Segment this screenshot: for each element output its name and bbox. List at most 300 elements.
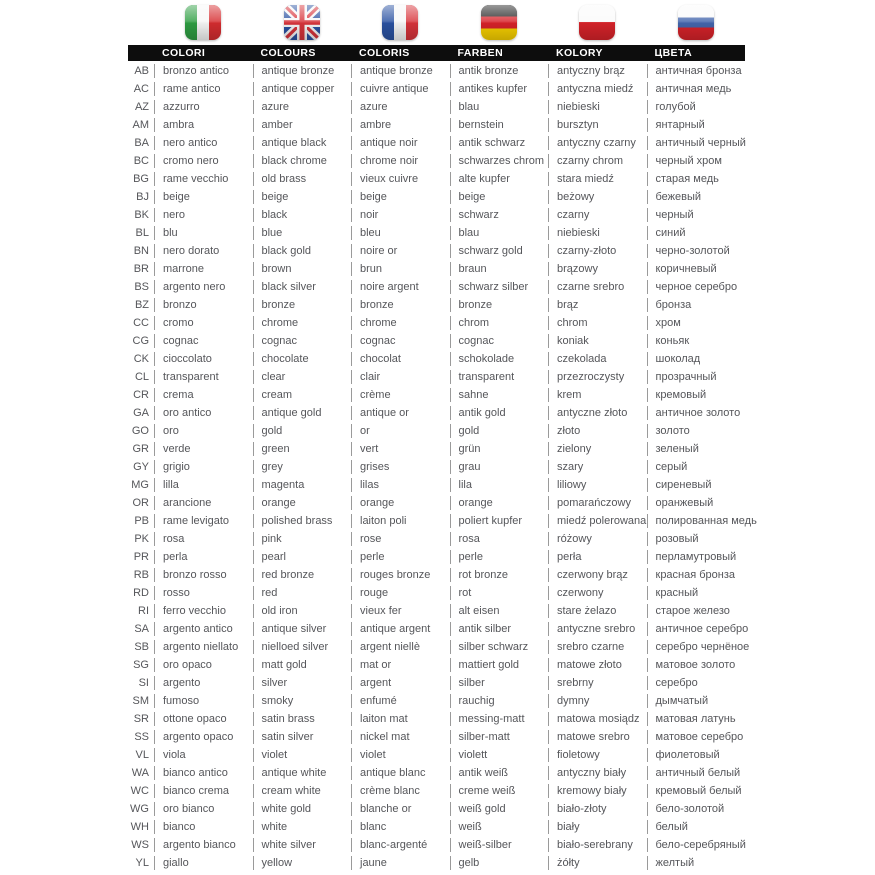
cell-polish: matowe srebro (548, 730, 647, 744)
color-code-cell: BL (135, 227, 149, 239)
cell-polish: brąz (548, 298, 647, 312)
cell-english: silver (253, 676, 352, 690)
cell-russian: черное серебро (647, 280, 746, 294)
table-row (128, 512, 757, 530)
cell-french: azure (351, 100, 450, 114)
cell-polish: czarny (548, 208, 647, 222)
color-code-cell: AC (133, 83, 149, 95)
cell-polish: antyczna miedź (548, 82, 647, 96)
cell-italian: grigio (154, 460, 253, 474)
table-row (128, 638, 750, 656)
color-code-cell: WS (131, 839, 149, 851)
flag-italy-icon (185, 5, 221, 40)
cell-russian: бело-золотой (647, 802, 746, 816)
table-row (128, 224, 745, 242)
cell-russian: шоколад (647, 352, 746, 366)
color-code-cell: CG (132, 335, 149, 347)
table-row (128, 332, 745, 350)
cell-italian: bronzo antico (154, 64, 253, 78)
cell-german: violett (450, 748, 549, 762)
cell-french: chrome (351, 316, 450, 330)
cell-french: crème (351, 388, 450, 402)
cell-german: orange (450, 496, 549, 510)
color-code-cell: CL (134, 371, 149, 383)
cell-english: matt gold (253, 658, 352, 672)
cell-polish: niebieski (548, 226, 647, 240)
cell-german: weiß-silber (450, 838, 549, 852)
cell-russian: старая медь (647, 172, 746, 186)
cell-french: argent niellè (351, 640, 450, 654)
cell-french: beige (351, 190, 450, 204)
cell-russian: античное золото (647, 406, 746, 420)
cell-russian: серый (647, 460, 746, 474)
cell-italian: argento (154, 676, 253, 690)
table-body (128, 62, 757, 872)
cell-english: old brass (253, 172, 352, 186)
cell-english: old iron (253, 604, 352, 618)
cell-english: clear (253, 370, 352, 384)
table-row (128, 260, 745, 278)
table-row (128, 368, 745, 386)
cell-german: bronze (450, 298, 549, 312)
cell-russian: сиреневый (647, 478, 746, 492)
cell-french: mat or (351, 658, 450, 672)
cell-english: yellow (253, 856, 352, 870)
cell-italian: bianco crema (154, 784, 253, 798)
cell-german: silber-matt (450, 730, 549, 744)
cell-english: black gold (253, 244, 352, 258)
table-row (128, 530, 745, 548)
cell-french: chrome noir (351, 154, 450, 168)
color-code-cell: GY (133, 461, 149, 473)
cell-russian: синий (647, 226, 746, 240)
color-code-cell: GO (131, 425, 149, 437)
cell-italian: argento antico (154, 622, 253, 636)
flag-poland-icon (579, 5, 615, 40)
cell-french: ambre (351, 118, 450, 132)
cell-german: weiß (450, 820, 549, 834)
table-row (128, 170, 745, 188)
table-row (128, 440, 745, 458)
color-code-cell: YL (135, 857, 149, 869)
cell-polish: matowe złoto (548, 658, 647, 672)
color-code-cell: GA (133, 407, 149, 419)
cell-italian: cromo (154, 316, 253, 330)
cell-french: antique blanc (351, 766, 450, 780)
color-code-cell: RD (133, 587, 149, 599)
color-code-cell: BG (133, 173, 149, 185)
color-code-cell: BN (133, 245, 149, 257)
cell-german: schwarzes chrom (450, 154, 549, 168)
cell-english: gold (253, 424, 352, 438)
cell-french: antique noir (351, 136, 450, 150)
cell-english: black (253, 208, 352, 222)
color-code-cell: SM (132, 695, 149, 707)
color-code-cell: BJ (136, 191, 149, 203)
table-row (128, 692, 745, 710)
cell-english: chrome (253, 316, 352, 330)
cell-english: magenta (253, 478, 352, 492)
cell-italian: argento bianco (154, 838, 253, 852)
cell-german: braun (450, 262, 549, 276)
cell-french: noire or (351, 244, 450, 258)
cell-french: laiton poli (351, 514, 450, 528)
color-code-cell: BA (134, 137, 149, 149)
cell-russian: прозрачный (647, 370, 746, 384)
table-row (128, 350, 745, 368)
cell-english: grey (253, 460, 352, 474)
cell-italian: marrone (154, 262, 253, 276)
cell-russian: полированная медь (647, 514, 746, 528)
cell-russian: античный белый (647, 766, 746, 780)
cell-german: sahne (450, 388, 549, 402)
cell-german: rosa (450, 532, 549, 546)
color-code-cell: AB (134, 65, 149, 77)
color-code-cell: GR (132, 443, 149, 455)
cell-english: pink (253, 532, 352, 546)
cell-russian: розовый (647, 532, 746, 546)
cell-polish: różowy (548, 532, 647, 546)
cell-english: red (253, 586, 352, 600)
cell-english: bronze (253, 298, 352, 312)
cell-french: nickel mat (351, 730, 450, 744)
cell-polish: chrom (548, 316, 647, 330)
table-row (128, 116, 745, 134)
table-row (128, 206, 745, 224)
cell-german: antikes kupfer (450, 82, 549, 96)
cell-german: rot bronze (450, 568, 549, 582)
cell-english: blue (253, 226, 352, 240)
cell-german: silber (450, 676, 549, 690)
cell-french: blanc (351, 820, 450, 834)
cell-polish: brązowy (548, 262, 647, 276)
cell-english: antique white (253, 766, 352, 780)
cell-french: cuivre antique (351, 82, 450, 96)
cell-english: white silver (253, 838, 352, 852)
cell-english: black silver (253, 280, 352, 294)
cell-polish: biało-serebrany (548, 838, 647, 852)
cell-french: vert (351, 442, 450, 456)
color-code-cell: BR (133, 263, 149, 275)
cell-english: white (253, 820, 352, 834)
flag-united-kingdom-icon (284, 5, 320, 40)
color-code-cell: PK (134, 533, 149, 545)
color-code-cell: WH (130, 821, 149, 833)
cell-polish: żółty (548, 856, 647, 870)
cell-russian: серебро чернёное (647, 640, 746, 654)
cell-polish: srebrny (548, 676, 647, 690)
cell-french: bleu (351, 226, 450, 240)
cell-french: antique or (351, 406, 450, 420)
column-header-italian: COLORI (162, 47, 206, 59)
cell-polish: antyczne złoto (548, 406, 647, 420)
cell-russian: янтарный (647, 118, 746, 132)
cell-french: brun (351, 262, 450, 276)
color-code-cell: SB (134, 641, 149, 653)
cell-italian: giallo (154, 856, 253, 870)
cell-english: white gold (253, 802, 352, 816)
table-row (128, 242, 745, 260)
cell-german: mattiert gold (450, 658, 549, 672)
table-row (128, 386, 745, 404)
color-code-cell: PB (134, 515, 149, 527)
cell-german: grau (450, 460, 549, 474)
color-code-cell: VL (135, 749, 149, 761)
column-header-english: COLOURS (260, 47, 316, 59)
table-row (128, 800, 745, 818)
cell-russian: хром (647, 316, 746, 330)
cell-french: antique bronze (351, 64, 450, 78)
cell-german: blau (450, 100, 549, 114)
cell-polish: biało-złoty (548, 802, 647, 816)
color-code-cell: SS (134, 731, 149, 743)
cell-russian: античная бронза (647, 64, 746, 78)
table-row (128, 656, 745, 674)
table-row (128, 674, 745, 692)
table-row (128, 710, 745, 728)
table-row (128, 584, 745, 602)
cell-english: cream white (253, 784, 352, 798)
color-code-cell: BZ (134, 299, 149, 311)
cell-italian: fumoso (154, 694, 253, 708)
cell-french: noir (351, 208, 450, 222)
cell-german: antik schwarz (450, 136, 549, 150)
cell-english: satin silver (253, 730, 352, 744)
color-code-cell: BK (134, 209, 149, 221)
cell-polish: czarne srebro (548, 280, 647, 294)
cell-german: gold (450, 424, 549, 438)
cell-french: vieux cuivre (351, 172, 450, 186)
cell-russian: черно-золотой (647, 244, 746, 258)
cell-russian: красный (647, 586, 746, 600)
cell-english: cognac (253, 334, 352, 348)
cell-german: antik silber (450, 622, 549, 636)
cell-german: rot (450, 586, 549, 600)
cell-polish: srebro czarne (548, 640, 647, 654)
color-code-cell: OR (132, 497, 149, 509)
cell-english: antique gold (253, 406, 352, 420)
table-row (128, 602, 745, 620)
cell-polish: beżowy (548, 190, 647, 204)
color-code-cell: MG (131, 479, 149, 491)
cell-russian: античный черный (647, 136, 746, 150)
color-code-cell: RI (138, 605, 149, 617)
cell-german: messing-matt (450, 712, 549, 726)
table-row (128, 782, 745, 800)
cell-italian: rosa (154, 532, 253, 546)
cell-italian: perla (154, 550, 253, 564)
flag-germany-icon (481, 5, 517, 40)
cell-polish: stara miedź (548, 172, 647, 186)
cell-english: antique silver (253, 622, 352, 636)
cell-italian: arancione (154, 496, 253, 510)
cell-polish: liliowy (548, 478, 647, 492)
color-code-cell: WC (130, 785, 149, 797)
table-row (128, 746, 745, 764)
color-code-cell: RB (133, 569, 149, 581)
cell-french: laiton mat (351, 712, 450, 726)
cell-polish: antyczny brąz (548, 64, 647, 78)
cell-polish: miedź polerowana (548, 514, 647, 528)
cell-french: lilas (351, 478, 450, 492)
color-code-cell: PR (133, 551, 149, 563)
cell-russian: матовая латунь (647, 712, 746, 726)
column-header-german: FARBEN (457, 47, 504, 59)
cell-german: cognac (450, 334, 549, 348)
table-row (128, 476, 745, 494)
table-row (128, 278, 745, 296)
cell-french: vieux fer (351, 604, 450, 618)
cell-italian: bianco (154, 820, 253, 834)
table-row (128, 152, 745, 170)
cell-english: orange (253, 496, 352, 510)
cell-polish: antyczny biały (548, 766, 647, 780)
cell-italian: rame antico (154, 82, 253, 96)
cell-german: bernstein (450, 118, 549, 132)
table-row (128, 80, 745, 98)
table-row (128, 818, 745, 836)
cell-english: black chrome (253, 154, 352, 168)
cell-italian: bronzo rosso (154, 568, 253, 582)
cell-german: blau (450, 226, 549, 240)
cell-polish: czekolada (548, 352, 647, 366)
cell-french: noire argent (351, 280, 450, 294)
table-row (128, 296, 745, 314)
cell-italian: ottone opaco (154, 712, 253, 726)
color-code-cell: BS (134, 281, 149, 293)
cell-polish: matowa mosiądz (548, 712, 647, 726)
cell-polish: szary (548, 460, 647, 474)
flag-france-icon (382, 5, 418, 40)
cell-german: schokolade (450, 352, 549, 366)
cell-french: bronze (351, 298, 450, 312)
cell-french: violet (351, 748, 450, 762)
table-header (128, 45, 745, 61)
cell-french: or (351, 424, 450, 438)
cell-french: argent (351, 676, 450, 690)
cell-italian: rame vecchio (154, 172, 253, 186)
cell-russian: бежевый (647, 190, 746, 204)
cell-english: satin brass (253, 712, 352, 726)
cell-russian: перламутровый (647, 550, 746, 564)
cell-italian: argento niellato (154, 640, 253, 654)
cell-german: antik gold (450, 406, 549, 420)
cell-polish: perła (548, 550, 647, 564)
cell-russian: желтый (647, 856, 746, 870)
cell-russian: зеленый (647, 442, 746, 456)
cell-english: smoky (253, 694, 352, 708)
table-row (128, 62, 745, 80)
cell-russian: старое железо (647, 604, 746, 618)
cell-italian: argento opaco (154, 730, 253, 744)
cell-russian: черный (647, 208, 746, 222)
cell-english: antique bronze (253, 64, 352, 78)
table-row (128, 98, 745, 116)
cell-french: grises (351, 460, 450, 474)
cell-french: antique argent (351, 622, 450, 636)
column-header-french: COLORIS (359, 47, 410, 59)
table-row (128, 494, 745, 512)
cell-german: gelb (450, 856, 549, 870)
cell-russian: бело-серебряный (647, 838, 746, 852)
cell-english: antique copper (253, 82, 352, 96)
cell-german: schwarz gold (450, 244, 549, 258)
table-row (128, 134, 745, 152)
cell-italian: bronzo (154, 298, 253, 312)
cell-german: lila (450, 478, 549, 492)
cell-russian: античная медь (647, 82, 746, 96)
cell-polish: antyczny czarny (548, 136, 647, 150)
cell-italian: bianco antico (154, 766, 253, 780)
table-row (128, 422, 745, 440)
cell-italian: lilla (154, 478, 253, 492)
cell-french: blanc-argenté (351, 838, 450, 852)
cell-french: cognac (351, 334, 450, 348)
color-code-cell: SI (138, 677, 149, 689)
cell-polish: czerwony brąz (548, 568, 647, 582)
cell-polish: biały (548, 820, 647, 834)
table-row (128, 548, 745, 566)
cell-italian: rosso (154, 586, 253, 600)
cell-french: perle (351, 550, 450, 564)
cell-german: perle (450, 550, 549, 564)
cell-russian: белый (647, 820, 746, 834)
cell-english: pearl (253, 550, 352, 564)
cell-russian: серебро (647, 676, 746, 690)
cell-italian: oro bianco (154, 802, 253, 816)
color-code-cell: SG (133, 659, 149, 671)
cell-russian: коньяк (647, 334, 746, 348)
cell-russian: фиолетовый (647, 748, 746, 762)
cell-polish: czarny chrom (548, 154, 647, 168)
cell-french: orange (351, 496, 450, 510)
cell-italian: nero dorato (154, 244, 253, 258)
cell-italian: oro (154, 424, 253, 438)
cell-italian: ferro vecchio (154, 604, 253, 618)
cell-italian: rame levigato (154, 514, 253, 528)
column-header-polish: KOLORY (556, 47, 603, 59)
cell-italian: ambra (154, 118, 253, 132)
cell-german: weiß gold (450, 802, 549, 816)
cell-polish: fioletowy (548, 748, 647, 762)
cell-french: enfumé (351, 694, 450, 708)
cell-french: chocolat (351, 352, 450, 366)
table-row (128, 188, 745, 206)
color-code-cell: CC (133, 317, 149, 329)
color-code-cell: SR (133, 713, 149, 725)
cell-italian: cognac (154, 334, 253, 348)
cell-french: rose (351, 532, 450, 546)
table-row (128, 728, 745, 746)
cell-italian: nero (154, 208, 253, 222)
cell-polish: zielony (548, 442, 647, 456)
cell-english: chocolate (253, 352, 352, 366)
cell-italian: viola (154, 748, 253, 762)
cell-italian: beige (154, 190, 253, 204)
cell-german: antik weiß (450, 766, 549, 780)
cell-russian: дымчатый (647, 694, 746, 708)
color-code-translation-table (128, 5, 757, 872)
cell-french: crème blanc (351, 784, 450, 798)
cell-french: rouges bronze (351, 568, 450, 582)
cell-italian: oro antico (154, 406, 253, 420)
color-code-cell: BC (133, 155, 149, 167)
cell-polish: koniak (548, 334, 647, 348)
cell-french: jaune (351, 856, 450, 870)
cell-english: red bronze (253, 568, 352, 582)
cell-french: clair (351, 370, 450, 384)
cell-italian: azzurro (154, 100, 253, 114)
